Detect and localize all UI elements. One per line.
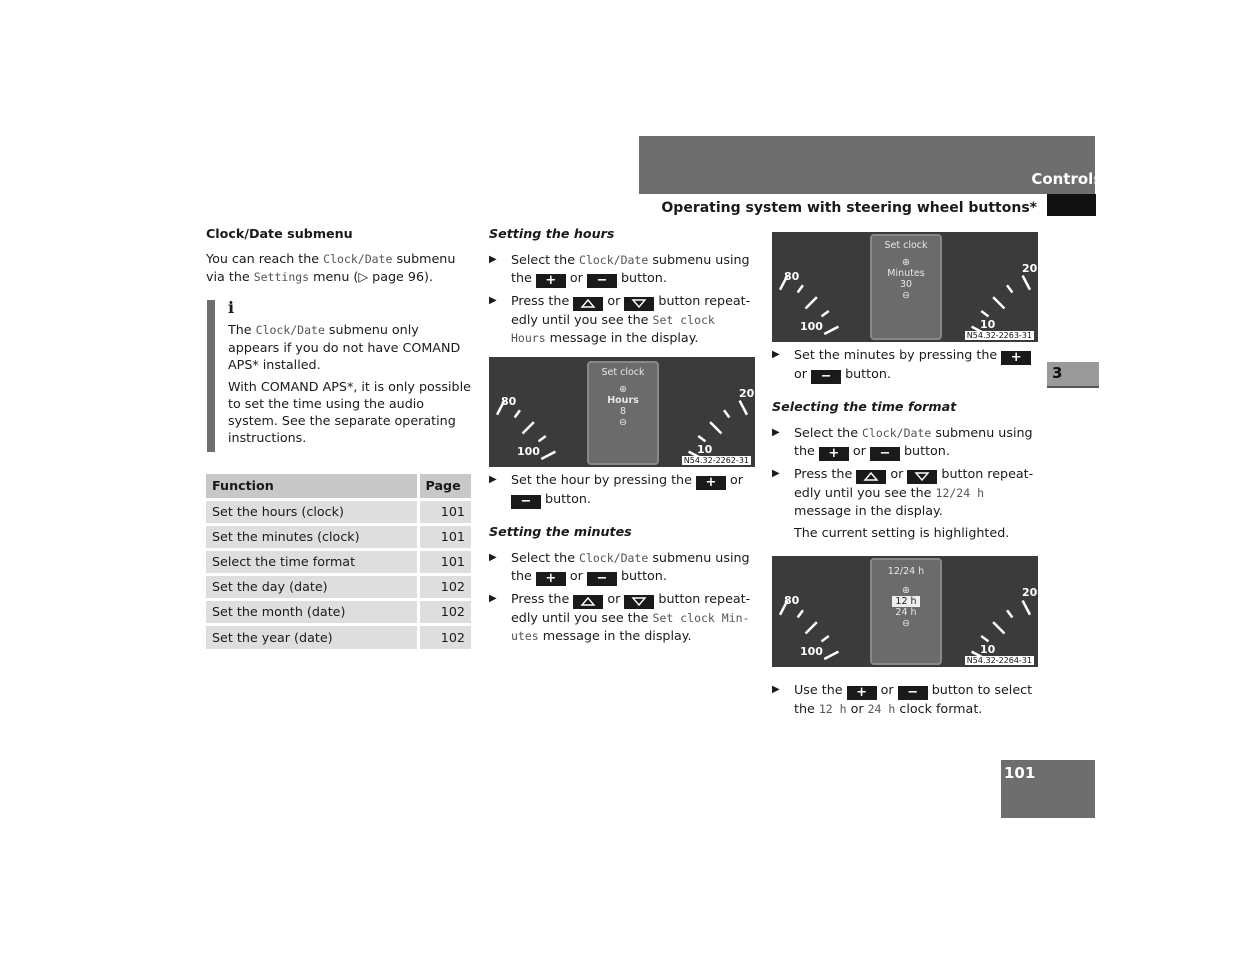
gauge-tick bbox=[993, 297, 1004, 308]
format-step-1: ▶ Select the Clock/Date submenu using the + or − button. bbox=[772, 425, 1033, 461]
table-header-function: Function bbox=[206, 474, 418, 499]
gauge-number: 80 bbox=[784, 269, 800, 283]
display-panel: Set clock ⊕ Hours 8 ⊖ bbox=[587, 361, 659, 465]
gauge-tick bbox=[822, 636, 829, 641]
page-number-box bbox=[1001, 760, 1095, 818]
gauge-number: 80 bbox=[784, 593, 800, 607]
minutes-step-1: ▶ Select the Clock/Date submenu using the + or − button. bbox=[489, 550, 750, 586]
table-row: Set the year (date) 102 bbox=[206, 624, 471, 649]
gauge-tick bbox=[541, 452, 555, 459]
gauge-number: 80 bbox=[501, 394, 517, 408]
minus-icon: − bbox=[811, 370, 841, 384]
gauge-tick bbox=[806, 622, 817, 633]
minus-circle-icon: ⊖ bbox=[619, 417, 627, 428]
plus-icon: + bbox=[1001, 351, 1031, 365]
hours-heading: Setting the hours bbox=[489, 226, 615, 241]
format-heading: Selecting the time format bbox=[772, 399, 957, 414]
arrow-bullet-icon: ▶ bbox=[489, 295, 497, 306]
table-row: Set the hours (clock) 101 bbox=[206, 499, 471, 524]
info-bar bbox=[207, 300, 215, 452]
gauge-number: 10 bbox=[697, 443, 713, 456]
display-panel: 12/24 h ⊕ 12 h 24 h ⊖ bbox=[870, 558, 942, 665]
gauge-tick bbox=[824, 652, 838, 659]
format-step-3: ▶ Use the + or − button to select the 12 h or 24 h clock format. bbox=[772, 682, 1033, 716]
gauge-number: 10 bbox=[980, 318, 996, 331]
gauge-tick bbox=[981, 311, 988, 316]
header-title: Controls in detail bbox=[1031, 170, 1177, 188]
gauge-tick bbox=[806, 297, 817, 308]
up-button-icon bbox=[573, 595, 603, 609]
hours-step-2: ▶ Press the or button repeatedly until you see the Set clock Hours message in the display. bbox=[489, 293, 751, 345]
gauge-tick bbox=[710, 422, 721, 433]
gauge-tick bbox=[515, 410, 520, 417]
table-row: Set the minutes (clock) 101 bbox=[206, 524, 471, 549]
gauge-tick bbox=[798, 285, 803, 292]
gauge-tick bbox=[523, 422, 534, 433]
up-button-icon bbox=[856, 470, 886, 484]
arrow-bullet-icon: ▶ bbox=[772, 468, 780, 479]
arrow-bullet-icon: ▶ bbox=[772, 684, 780, 695]
plus-circle-icon: ⊕ bbox=[902, 257, 910, 268]
arrow-bullet-icon: ▶ bbox=[489, 593, 497, 604]
minutes-heading: Setting the minutes bbox=[489, 524, 632, 539]
plus-icon: + bbox=[536, 274, 566, 288]
selected-option: 12 h bbox=[892, 596, 919, 607]
gauge-number: 10 bbox=[980, 643, 996, 656]
gauge-tick bbox=[824, 327, 838, 334]
hours-step-1: ▶ Select the Clock/Date submenu using the + or − button. bbox=[489, 252, 750, 288]
hours-step-3: ▶ Set the hour by pressing the + or − button. bbox=[489, 472, 743, 509]
gauge-tick bbox=[981, 636, 988, 641]
table-row: Set the day (date) 102 bbox=[206, 574, 471, 599]
chapter-tab: 3 bbox=[1047, 362, 1099, 388]
gauge-number: 100 bbox=[517, 445, 540, 458]
plus-circle-icon: ⊕ bbox=[619, 384, 627, 395]
minutes-step-2: ▶ Press the or button repeatedly until you see the Set clock Minutes message in the display. bbox=[489, 591, 751, 643]
gauge-number: 100 bbox=[800, 320, 823, 333]
arrow-bullet-icon: ▶ bbox=[772, 427, 780, 438]
down-button-icon bbox=[624, 595, 654, 609]
intro-paragraph: You can reach the Clock/Date submenu via the Settings menu (▷ page 96). bbox=[206, 251, 456, 284]
table-row: Select the time format 101 bbox=[206, 549, 471, 574]
plus-icon: + bbox=[536, 572, 566, 586]
gauge-number: 20 bbox=[739, 386, 755, 400]
display-panel: Set clock ⊕ Minutes 30 ⊖ bbox=[870, 234, 942, 340]
plus-icon: + bbox=[696, 476, 726, 490]
gauge-number: 100 bbox=[800, 645, 823, 658]
gauge-tick bbox=[1007, 285, 1012, 292]
gauge-tick bbox=[1023, 276, 1030, 290]
section-heading: Clock/Date submenu bbox=[206, 226, 353, 241]
table-row: Set the month (date) 102 bbox=[206, 599, 471, 624]
header-marker bbox=[1047, 194, 1096, 216]
info-text-1: The Clock/Date submenu only appears if you do not have COMAND APS* installed. bbox=[228, 322, 461, 372]
arrow-bullet-icon: ▶ bbox=[489, 254, 497, 265]
arrow-bullet-icon: ▶ bbox=[489, 474, 497, 485]
minus-icon: − bbox=[587, 274, 617, 288]
page-number: 101 bbox=[1004, 764, 1036, 782]
gauge-tick bbox=[724, 410, 729, 417]
down-button-icon bbox=[907, 470, 937, 484]
gauge-tick bbox=[798, 610, 803, 617]
up-button-icon bbox=[573, 297, 603, 311]
gauge-number: 20 bbox=[1022, 261, 1038, 275]
format-step-2: ▶ Press the or button repeatedly until you see the 12/24 h message in the display. bbox=[772, 466, 1034, 518]
gauge-tick bbox=[993, 622, 1004, 633]
format-note: The current setting is highlighted. bbox=[794, 525, 1010, 540]
gauge-tick bbox=[1007, 610, 1012, 617]
function-table bbox=[206, 474, 471, 649]
minus-icon: − bbox=[898, 686, 928, 700]
gauge-tick bbox=[539, 436, 546, 441]
display-time-format: 12/24 h ⊕ 12 h 24 h ⊖ N54.32-2264-31 80 100 10 20 bbox=[772, 556, 1038, 667]
gauge-tick bbox=[1023, 601, 1030, 615]
minutes-step-3: ▶ Set the minutes by pressing the + or − button. bbox=[772, 346, 1038, 384]
plus-icon: + bbox=[819, 447, 849, 461]
minus-circle-icon: ⊖ bbox=[902, 618, 910, 629]
minus-icon: − bbox=[587, 572, 617, 586]
gauge-tick bbox=[698, 436, 705, 441]
minus-icon: − bbox=[870, 447, 900, 461]
gauge-tick bbox=[822, 311, 829, 316]
gauge-number: 20 bbox=[1022, 586, 1038, 600]
arrow-bullet-icon: ▶ bbox=[772, 349, 780, 360]
plus-icon: + bbox=[847, 686, 877, 700]
minus-icon: − bbox=[511, 495, 541, 509]
gauge-tick bbox=[740, 401, 747, 415]
arrow-bullet-icon: ▶ bbox=[489, 552, 497, 563]
display-set-hours: Set clock ⊕ Hours 8 ⊖ N54.32-2262-31 80 100 10 20 bbox=[489, 357, 755, 467]
minus-circle-icon: ⊖ bbox=[902, 290, 910, 301]
down-button-icon bbox=[624, 297, 654, 311]
plus-circle-icon: ⊕ bbox=[902, 585, 910, 596]
display-set-minutes: Set clock ⊕ Minutes 30 ⊖ N54.32-2263-31 80 100 10 20 bbox=[772, 232, 1038, 342]
header-band bbox=[639, 136, 1095, 194]
info-icon: i bbox=[228, 298, 235, 317]
table-header-page: Page bbox=[418, 474, 471, 499]
info-text-2: With COMAND APS*, it is only possible to set the time using the audio system. See the separate operating instructions. bbox=[228, 379, 471, 445]
section-subtitle: Operating system with steering wheel buttons* bbox=[661, 200, 1037, 216]
